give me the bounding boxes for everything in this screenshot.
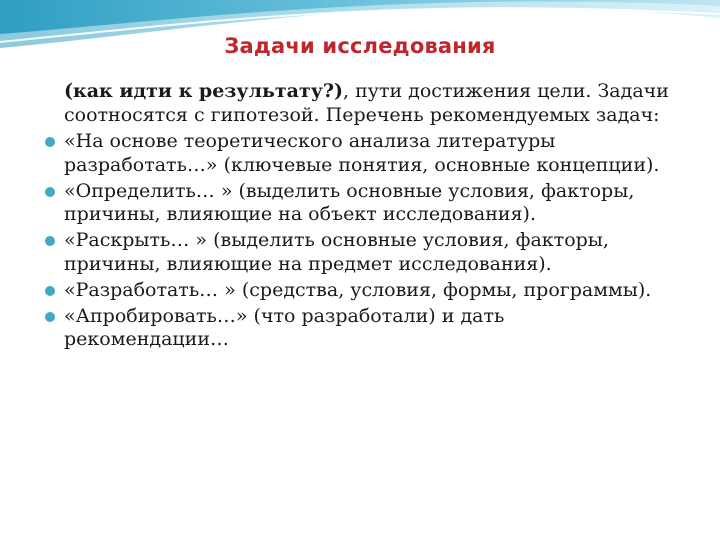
list-item [64, 130, 674, 177]
intro-text: , пути достижения цели. Задачи соотносятся с гипотезой. Перечень рекомендуемых задач: [64, 80, 669, 126]
list-item [64, 229, 674, 276]
list-item-text: «Разработать… » (средства, условия, формы, программы). [64, 278, 652, 301]
bullet-icon [45, 187, 55, 197]
slide-title: Задачи исследования [224, 34, 496, 58]
bullet-icon [45, 312, 55, 322]
intro-paragraph [64, 80, 674, 127]
list-item-text: «Определить… » (выделить основные условия, факторы, причины, влияющие на объект исследования). [64, 179, 635, 225]
slide-body [64, 80, 674, 354]
list-item [64, 180, 674, 227]
list-item-text: «Раскрыть… » (выделить основные условия, факторы, причины, влияющие на предмет исследования). [64, 229, 609, 275]
list-item [64, 305, 674, 352]
list-item-text: «Апробировать…» (что разработали) и дать рекомендации… [64, 304, 505, 350]
bullet-icon [45, 236, 55, 246]
intro-bold-question: (как идти к результату?) [64, 80, 344, 102]
task-list [64, 130, 674, 352]
bullet-icon [45, 286, 55, 296]
bullet-icon [45, 137, 55, 147]
list-item-text: «На основе теоретического анализа литературы разработать…» (ключевые понятия, основные концепции). [64, 130, 660, 176]
list-item [64, 279, 674, 303]
